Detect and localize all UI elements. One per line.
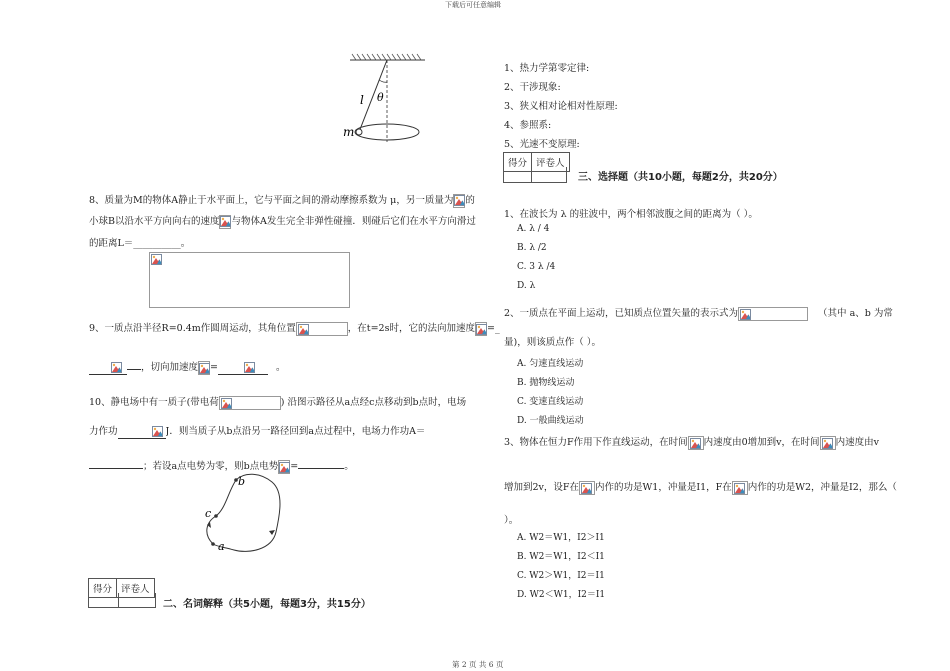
formula-image [579, 481, 595, 495]
mc-q3-option-c[interactable]: C. W2＞W1，I2＝I1 [517, 571, 605, 581]
term-4: 4、参照系: [504, 120, 552, 131]
grader-label: 评卷人 [121, 584, 150, 595]
mc-q1-option-c[interactable]: C. 3 λ /4 [517, 262, 556, 272]
label-theta: θ [377, 91, 384, 104]
formula-image [820, 436, 836, 450]
term-2: 2、干涉现象: [504, 82, 561, 93]
formula-image [738, 307, 808, 321]
mc-q3-line3: ）。 [504, 515, 519, 526]
broken-image-icon [151, 254, 162, 265]
mc-q2-line2: 量)，则该质点作（ ）。 [504, 337, 601, 348]
section-3-title: 三、选择题（共10小题，每题2分，共20分） [578, 172, 783, 183]
mc-q2-option-d[interactable]: D. 一般曲线运动 [517, 416, 584, 426]
label-m: m [343, 125, 355, 139]
q8-line3: 的距离L＝__________。 [89, 238, 191, 249]
mc-q1-option-b[interactable]: B. λ /2 [517, 243, 547, 253]
q9-line2: ，切向加速度 = 。 [89, 359, 286, 375]
q9-line1: 9、一质点沿半径R=0.4m作圆周运动，其角位置 ，在t=2s时，它的法向加速度 =_ [89, 323, 500, 334]
section-2-title: 二、名词解释（共5小题，每题3分，共15分） [163, 599, 371, 610]
score-label: 得分 [504, 153, 532, 171]
formula-image [453, 194, 465, 208]
score-label: 得分 [89, 579, 117, 597]
label-l: l [360, 93, 364, 107]
q8-line1: 8、质量为M的物体A静止于水平面上，它与平面之间的滑动摩擦系数为 μ，另一质量为 的 [89, 195, 475, 206]
formula-image [296, 322, 348, 336]
field-path-figure [198, 470, 308, 560]
mc-q3-option-d[interactable]: D. W2＜W1，I2＝I1 [517, 590, 606, 600]
label-c: c [205, 507, 212, 520]
term-5: 5、光速不变原理: [504, 139, 580, 150]
mc-q2-line1: 2、一质点在平面上运动，已知质点位置矢量的表示式为 （其中 a、b 为常 [504, 308, 893, 319]
mc-q2-option-c[interactable]: C. 变速直线运动 [517, 397, 584, 407]
term-1: 1、热力学第零定律: [504, 63, 590, 74]
q8-line2: 小球B以沿水平方向向右的速度 与物体A发生完全非弹性碰撞．则碰后它们在水平方向滑过 [89, 216, 476, 227]
term-3: 3、狭义相对论相对性原理: [504, 101, 618, 112]
formula-image [219, 215, 231, 229]
mc-q2-option-b[interactable]: B. 抛物线运动 [517, 378, 575, 388]
mc-q3-option-b[interactable]: B. W2＝W1，I2＜I1 [517, 552, 605, 562]
label-a: a [218, 540, 225, 553]
mc-q3-line2: 增加到2v，设F在 内作的功是W1，冲量是I1，F在 内作的功是W2，冲量是I2，那么（ [504, 482, 897, 493]
formula-image [198, 361, 210, 375]
formula-image [732, 481, 748, 495]
q10-line1: 10、静电场中有一质子(带电荷 ) 沿图示路径从a点经c点移动到b点时，电场 [89, 397, 467, 408]
score-table-right-blank [503, 167, 567, 183]
mc-q1-stem: 1、在波长为 λ 的驻波中，两个相邻波腹之间的距离为（ ）。 [504, 209, 758, 220]
mc-q1-option-d[interactable]: D. λ [517, 281, 536, 291]
mc-q2-option-a[interactable]: A. 匀速直线运动 [517, 359, 584, 369]
page-footer: 第 2 页 共 6 页 [452, 660, 504, 669]
answer-blank [298, 459, 344, 469]
mc-q3-option-a[interactable]: A. W2＝W1，I2＞I1 [517, 533, 605, 543]
grader-label: 评卷人 [536, 158, 565, 169]
formula-image [219, 396, 281, 410]
answer-image-box [149, 252, 350, 308]
answer-blank [218, 361, 268, 375]
answer-blank [89, 361, 127, 375]
header-note: 下载后可任意编辑 [445, 1, 501, 9]
score-table-left-blank [88, 593, 156, 608]
mc-q1-option-a[interactable]: A. λ / 4 [517, 224, 550, 234]
formula-image [475, 322, 487, 336]
q10-line3: ；若设a点电势为零，则b点电势 = 。 [89, 458, 354, 474]
q10-line2: 力作功 J．则当质子从b点沿另一路径回到a点过程中，电场力作功A＝ [89, 426, 426, 437]
conical-pendulum-figure [335, 52, 435, 144]
answer-blank [118, 425, 166, 439]
mc-q3-line1: 3、物体在恒力F作用下作直线运动，在时间 内速度由0增加到v，在时间 内速度由v [504, 437, 879, 448]
answer-blank [89, 459, 143, 469]
formula-image [688, 436, 704, 450]
label-b: b [238, 475, 246, 488]
